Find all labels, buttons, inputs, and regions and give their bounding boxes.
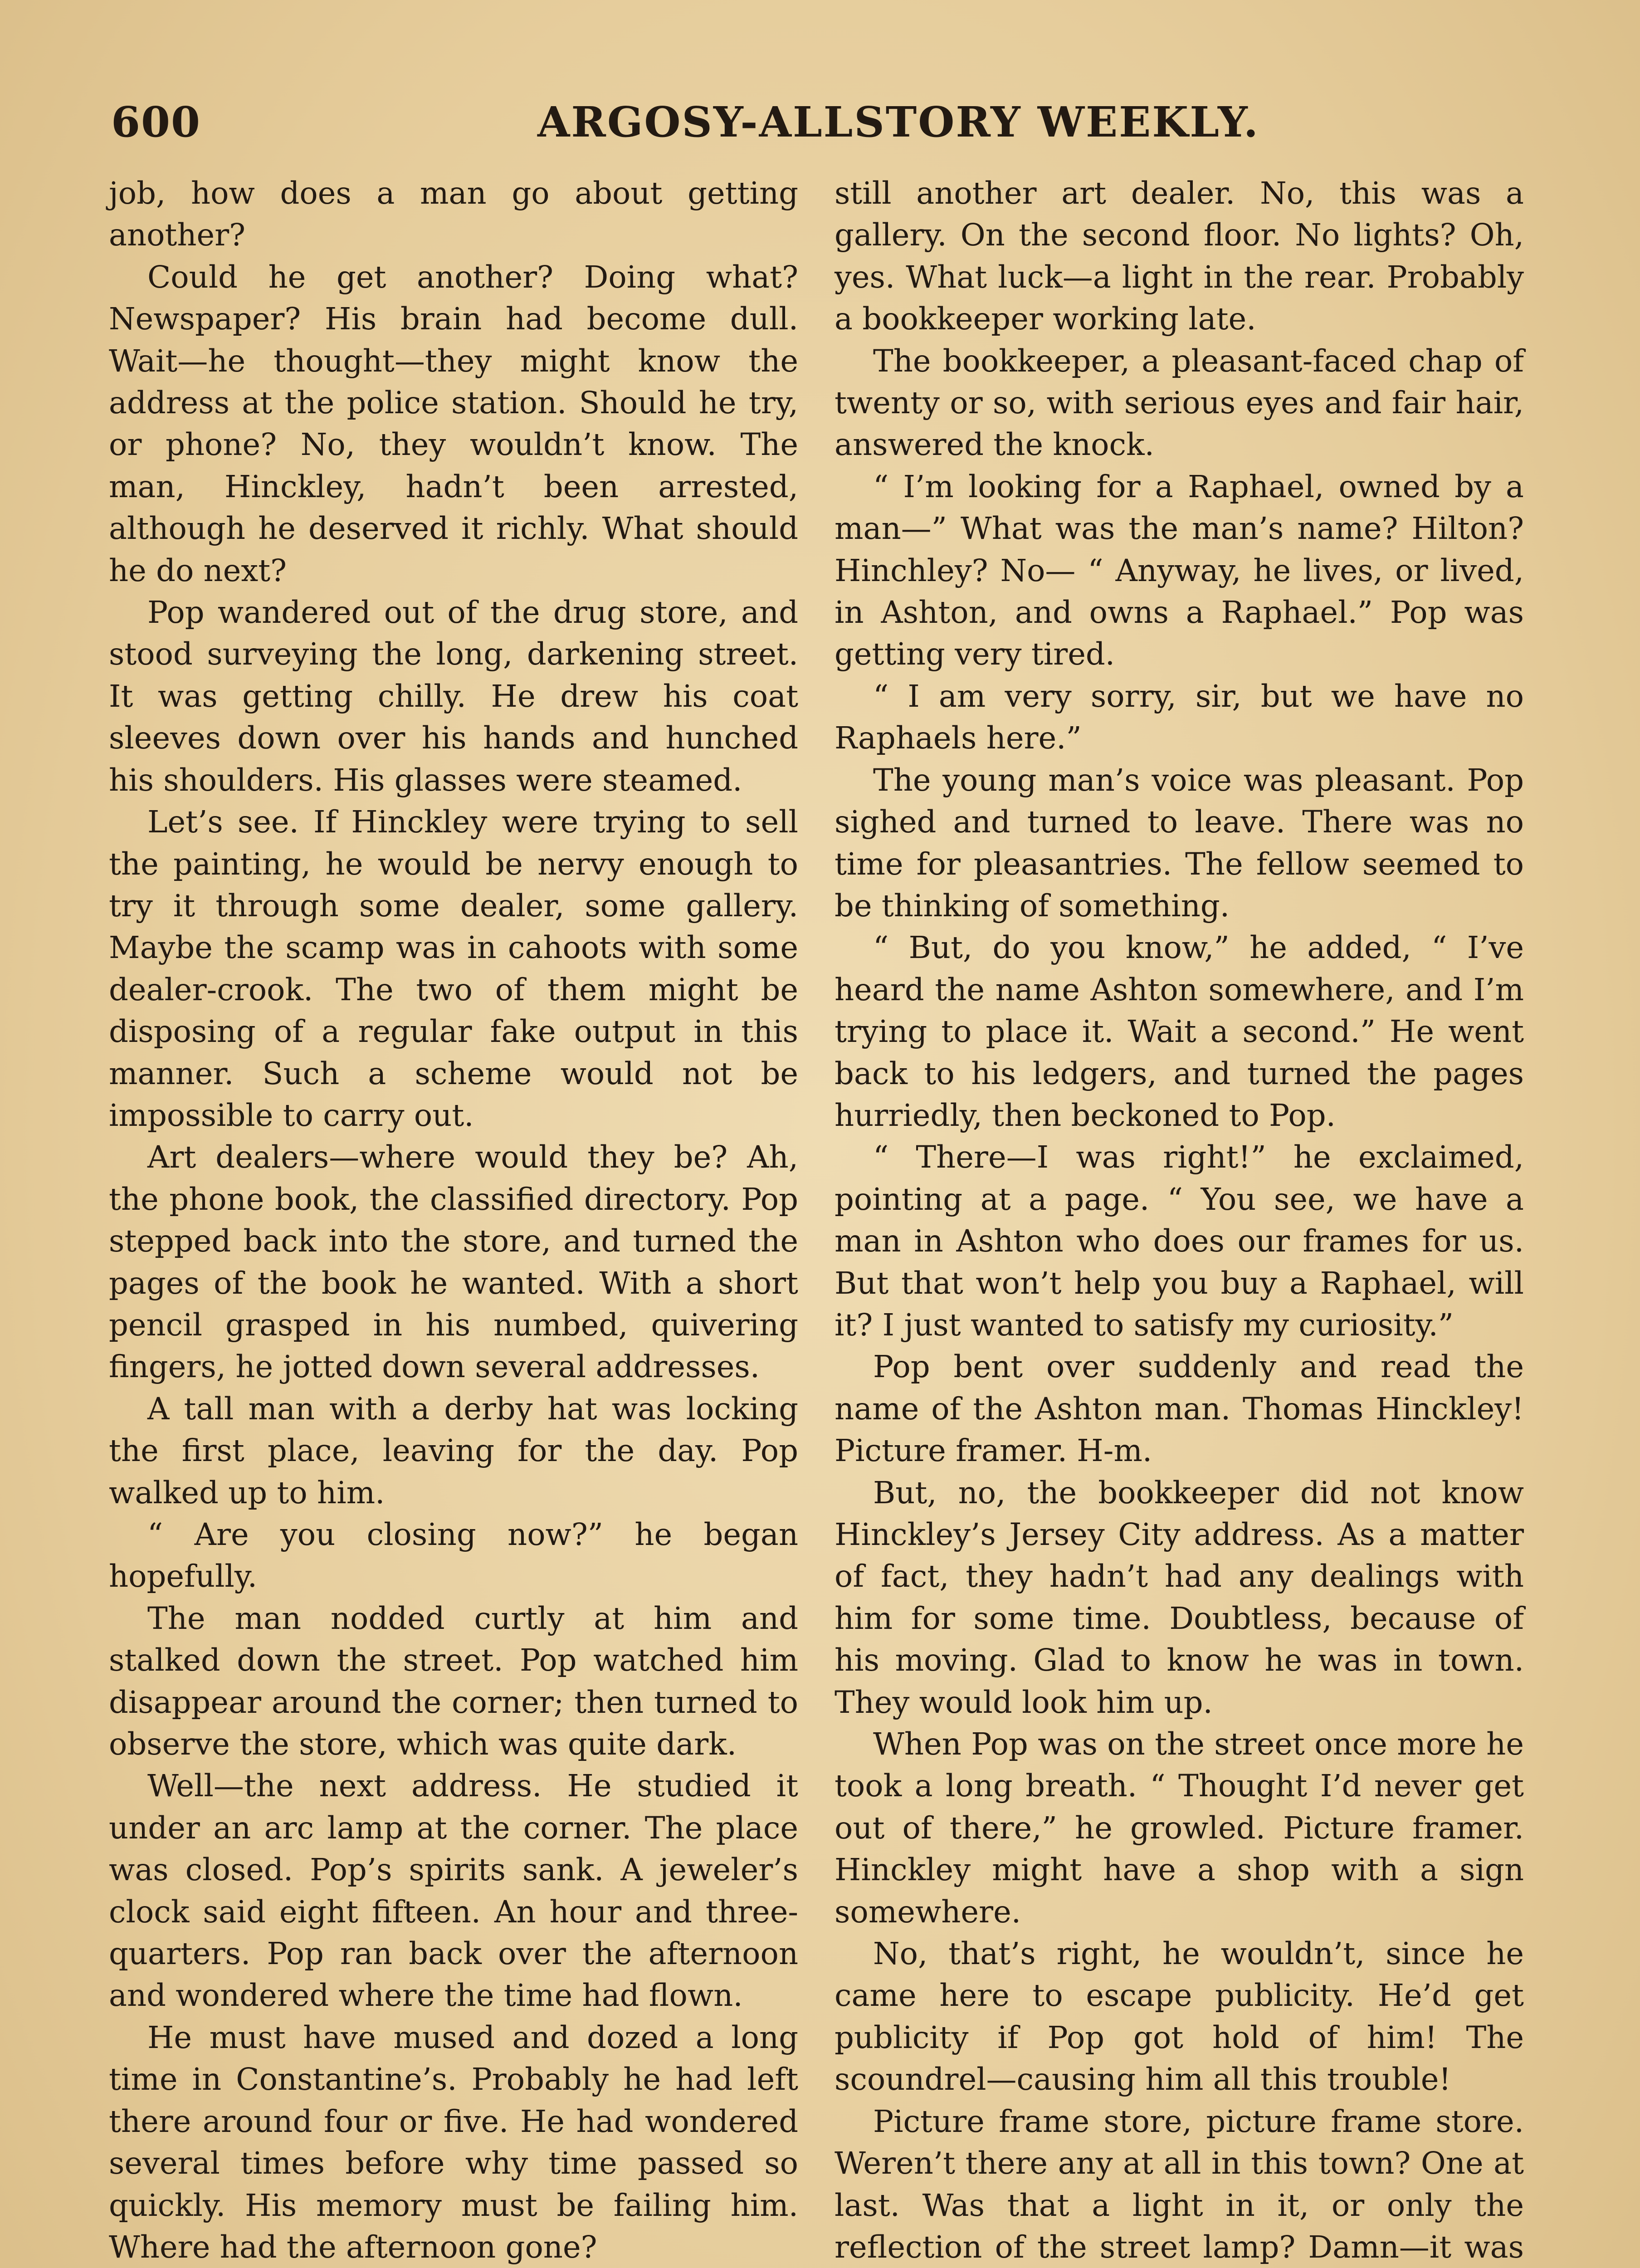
paragraph: Picture frame store, picture frame store. Weren’t there any at all in this town? One at last. Was that a light in it, or only the reflection of the street lamp? Damn—it was bbox=[835, 2103, 1524, 2265]
paragraph: No, that’s right, he wouldn’t, since he came here to escape publicity. He’d get publicity if Pop got hold of him! The scoundrel—causing him all this trouble! bbox=[835, 1936, 1524, 2097]
left-column bbox=[109, 172, 798, 2268]
paragraph: But, no, the bookkeeper did not know Hinckley’s Jersey City address. As a matter of fact, they hadn’t had any dealings with him for some time. Doubtless, because of his moving. Glad to know he was in town. They would look him up. bbox=[835, 1475, 1524, 1720]
right-column bbox=[835, 172, 1524, 2268]
paragraph: “ But, do you know,” he added, “ I’ve heard the name Ashton somewhere, and I’m trying to place it. Wait a second.” He went back to his ledgers, and turned the pages hurriedly, then beckoned to Pop. bbox=[835, 930, 1524, 1133]
running-title: ARGOSY-ALLSTORY WEEKLY. bbox=[537, 98, 1259, 147]
paragraph: still another art dealer. No, this was a gallery. On the second floor. No lights? Oh, yes. What luck—a light in the rear. Probably a bookkeeper working late. bbox=[835, 176, 1524, 337]
paragraph: job, how does a man go about getting another? bbox=[109, 176, 798, 253]
paragraph: A tall man with a derby hat was locking the first place, leaving for the day. Pop walked up to him. bbox=[109, 1391, 798, 1510]
paragraph: He must have mused and dozed a long time in Constantine’s. Probably he had left there around four or five. He had wondered several times before why time passed so quickly. His memory must be failing him. Where had the afternoon gone? bbox=[109, 2019, 798, 2265]
paragraph: When Pop was on the street once more he took a long breath. “ Thought I’d never get out of there,” he growled. Picture framer. Hinckley might have a shop with a sign somewhere. bbox=[835, 1726, 1524, 1930]
paragraph: Pop bent over suddenly and read the name of the Ashton man. Thomas Hinckley! Picture framer. H-m. bbox=[835, 1349, 1524, 1469]
paragraph: The young man’s voice was pleasant. Pop sighed and turned to leave. There was no time for pleasantries. The fellow seemed to be thinking of something. bbox=[835, 762, 1524, 924]
paragraph: “ Are you closing now?” he began hopefully. bbox=[109, 1517, 798, 1594]
paragraph: Art dealers—where would they be? Ah, the phone book, the classified directory. Pop stepped back into the store, and turned the pages of the book he wanted. With a short pencil grasped in his numbed, quivering fingers, he jotted down several addresses. bbox=[109, 1139, 798, 1385]
paragraph: Could he get another? Doing what? Newspaper? His brain had become dull. Wait—he thought—they might know the address at the police station. Should he try, or phone? No, they wouldn’t know. The man, Hinckley, hadn’t been arrested, although he deserved it richly. What should he do next? bbox=[109, 259, 798, 588]
page-number: 600 bbox=[111, 98, 201, 147]
paragraph: Pop wandered out of the drug store, and stood surveying the long, darkening street. It was getting chilly. He drew his coat sleeves down over his hands and hunched his shoulders. His glasses were steamed. bbox=[109, 595, 798, 798]
paragraph: “ I’m looking for a Raphael, owned by a man—” What was the man’s name? Hilton? Hinchley? No— “ Anyway, he lives, or lived, in Ashton, and owns a Raphael.” Pop was getting very tired. bbox=[835, 469, 1524, 672]
paragraph: The man nodded curtly at him and stalked down the street. Pop watched him disappear around the corner; then turned to observe the store, which was quite dark. bbox=[109, 1600, 798, 1762]
page-header bbox=[111, 98, 1535, 152]
paragraph: The bookkeeper, a pleasant-faced chap of twenty or so, with serious eyes and fair hair, answered the knock. bbox=[835, 343, 1524, 463]
paragraph: “ I am very sorry, sir, but we have no Raphaels here.” bbox=[835, 678, 1524, 756]
paragraph: Let’s see. If Hinckley were trying to sell the painting, he would be nervy enough to try it through some dealer, some gallery. Maybe the scamp was in cahoots with some dealer-crook. The two of them might be disposing of a regular fake output in this manner. Such a scheme would not be impossible to carry out. bbox=[109, 804, 798, 1133]
paragraph: Well—the next address. He studied it under an arc lamp at the corner. The place was closed. Pop’s spirits sank. A jeweler’s clock said eight fifteen. An hour and three-quarters. Pop ran back over the afternoon and wondered where the time had flown. bbox=[109, 1768, 798, 2014]
paragraph: “ There—I was right!” he exclaimed, pointing at a page. “ You see, we have a man in Ashton who does our frames for us. But that won’t help you buy a Raphael, will it? I just wanted to satisfy my curiosity.” bbox=[835, 1139, 1524, 1343]
